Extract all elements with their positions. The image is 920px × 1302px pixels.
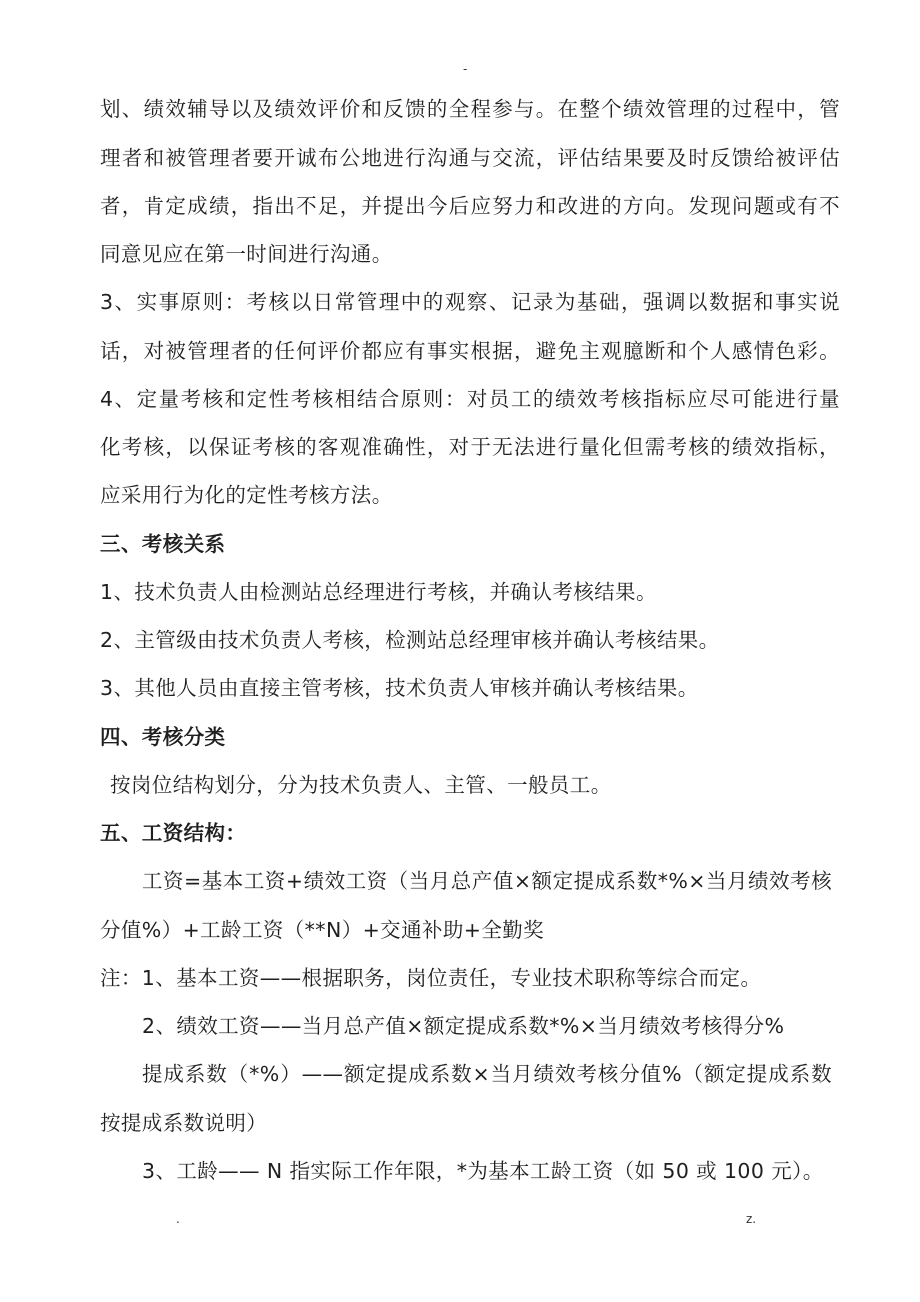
header-mark: - [463,62,468,76]
text-line: 4、定量考核和定性考核相结合原则：对员工的绩效考核指标应尽可能进行量 [100,387,840,411]
text-line: 工资=基本工资+绩效工资（当月总产值×额定提成系数*%×当月绩效考核 [142,869,832,893]
text-line: 划、绩效辅导以及绩效评价和反馈的全程参与。在整个绩效管理的过程中，管 [100,97,840,121]
text-line: 话，对被管理者的任何评价都应有事实根据，避免主观臆断和个人感情色彩。 [100,339,840,363]
text-line: 1、技术负责人由检测站总经理进行考核，并确认考核结果。 [100,580,657,604]
text-line: 按岗位结构划分，分为技术负责人、主管、一般员工。 [110,773,612,797]
text-line: 理者和被管理者要开诚布公地进行沟通与交流，评估结果要及时反馈给被评估 [100,146,840,170]
text-line: 注：1、基本工资——根据职务，岗位责任，专业技术职称等综合而定。 [100,966,762,990]
text-line: 者，肯定成绩，指出不足，并提出今后应努力和改进的方向。发现问题或有不 [100,194,840,218]
text-line: 2、主管级由技术负责人考核，检测站总经理审核并确认考核结果。 [100,628,720,652]
section-heading: 三、考核关系 [100,532,226,556]
text-line: 3、工龄—— N 指实际工作年限，*为基本工龄工资（如 50 或 100 元）。 [142,1159,824,1183]
text-line: 3、实事原则：考核以日常管理中的观察、记录为基础，强调以数据和事实说 [100,290,840,314]
text-line: 同意见应在第一时间进行沟通。 [100,242,393,266]
text-line: 应采用行为化的定性考核方法。 [100,483,393,507]
section-heading: 四、考核分类 [100,725,226,749]
footer-left-mark: . [176,1212,180,1226]
text-line: 按提成系数说明） [100,1111,268,1135]
footer-right-mark: z. [746,1212,757,1226]
text-line: 提成系数（*%）——额定提成系数×当月绩效考核分值%（额定提成系数 [142,1062,832,1086]
text-line: 3、其他人员由直接主管考核，技术负责人审核并确认考核结果。 [100,676,699,700]
section-heading: 五、工资结构： [100,821,247,845]
text-line: 分值%）+工龄工资（**N）+交通补助+全勤奖 [100,918,545,942]
text-line: 化考核，以保证考核的客观准确性，对于无法进行量化但需考核的绩效指标， [100,435,840,459]
text-line: 2、绩效工资——当月总产值×额定提成系数*%×当月绩效考核得分% [142,1014,785,1038]
